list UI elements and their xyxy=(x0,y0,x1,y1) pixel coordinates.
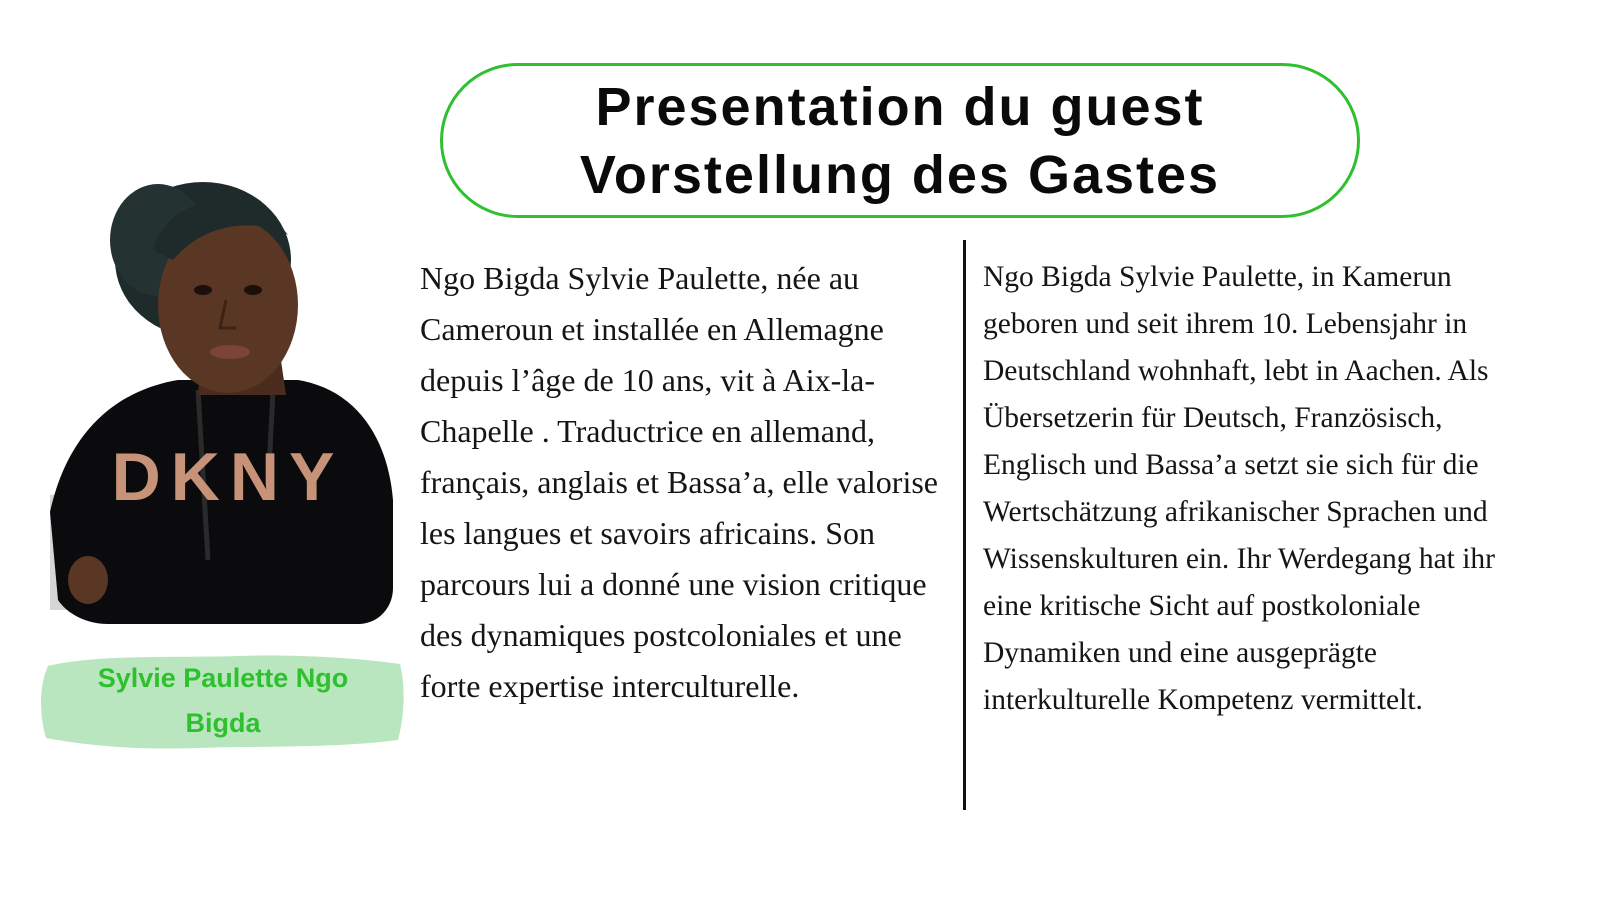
bio-german: Ngo Bigda Sylvie Paulette, in Kamerun geboren und seit ihrem 10. Lebensjahr in Deutschland wohnhaft, lebt in Aachen. Als Übersetzerin für Deutsch, Französisch, Englisch und Bassa’a setzt sie sich für die Wertschätzung afrikanischer Sprachen und Wissenskulturen ein. Ihr Werdegang hat ihr eine kritische Sicht auf postkoloniale Dynamiken und eine ausgeprägte interkulturelle Kompetenz vermittelt. xyxy=(983,261,1496,716)
bio-french: Ngo Bigda Sylvie Paulette, née au Cameroun et installée en Allemagne depuis l’âge de 10 ans, vit à Aix-la-Chapelle . Traductrice en allemand, français, anglais et Bassa’a, elle valorise les langues et savoirs africains. Son parcours lui a donné une vision critique des dynamiques postcoloniales et une forte expertise interculturelle. xyxy=(420,260,938,704)
title-german: Vorstellung des Gastes xyxy=(579,144,1221,205)
guest-name-badge xyxy=(38,648,408,754)
title-banner xyxy=(440,63,1360,218)
guest-photo xyxy=(48,140,398,632)
guest-name: Sylvie Paulette Ngo Bigda xyxy=(97,663,349,738)
shirt-logo: DKNY xyxy=(111,439,345,515)
title-french: Presentation du guest xyxy=(595,76,1205,137)
column-divider xyxy=(963,240,966,810)
